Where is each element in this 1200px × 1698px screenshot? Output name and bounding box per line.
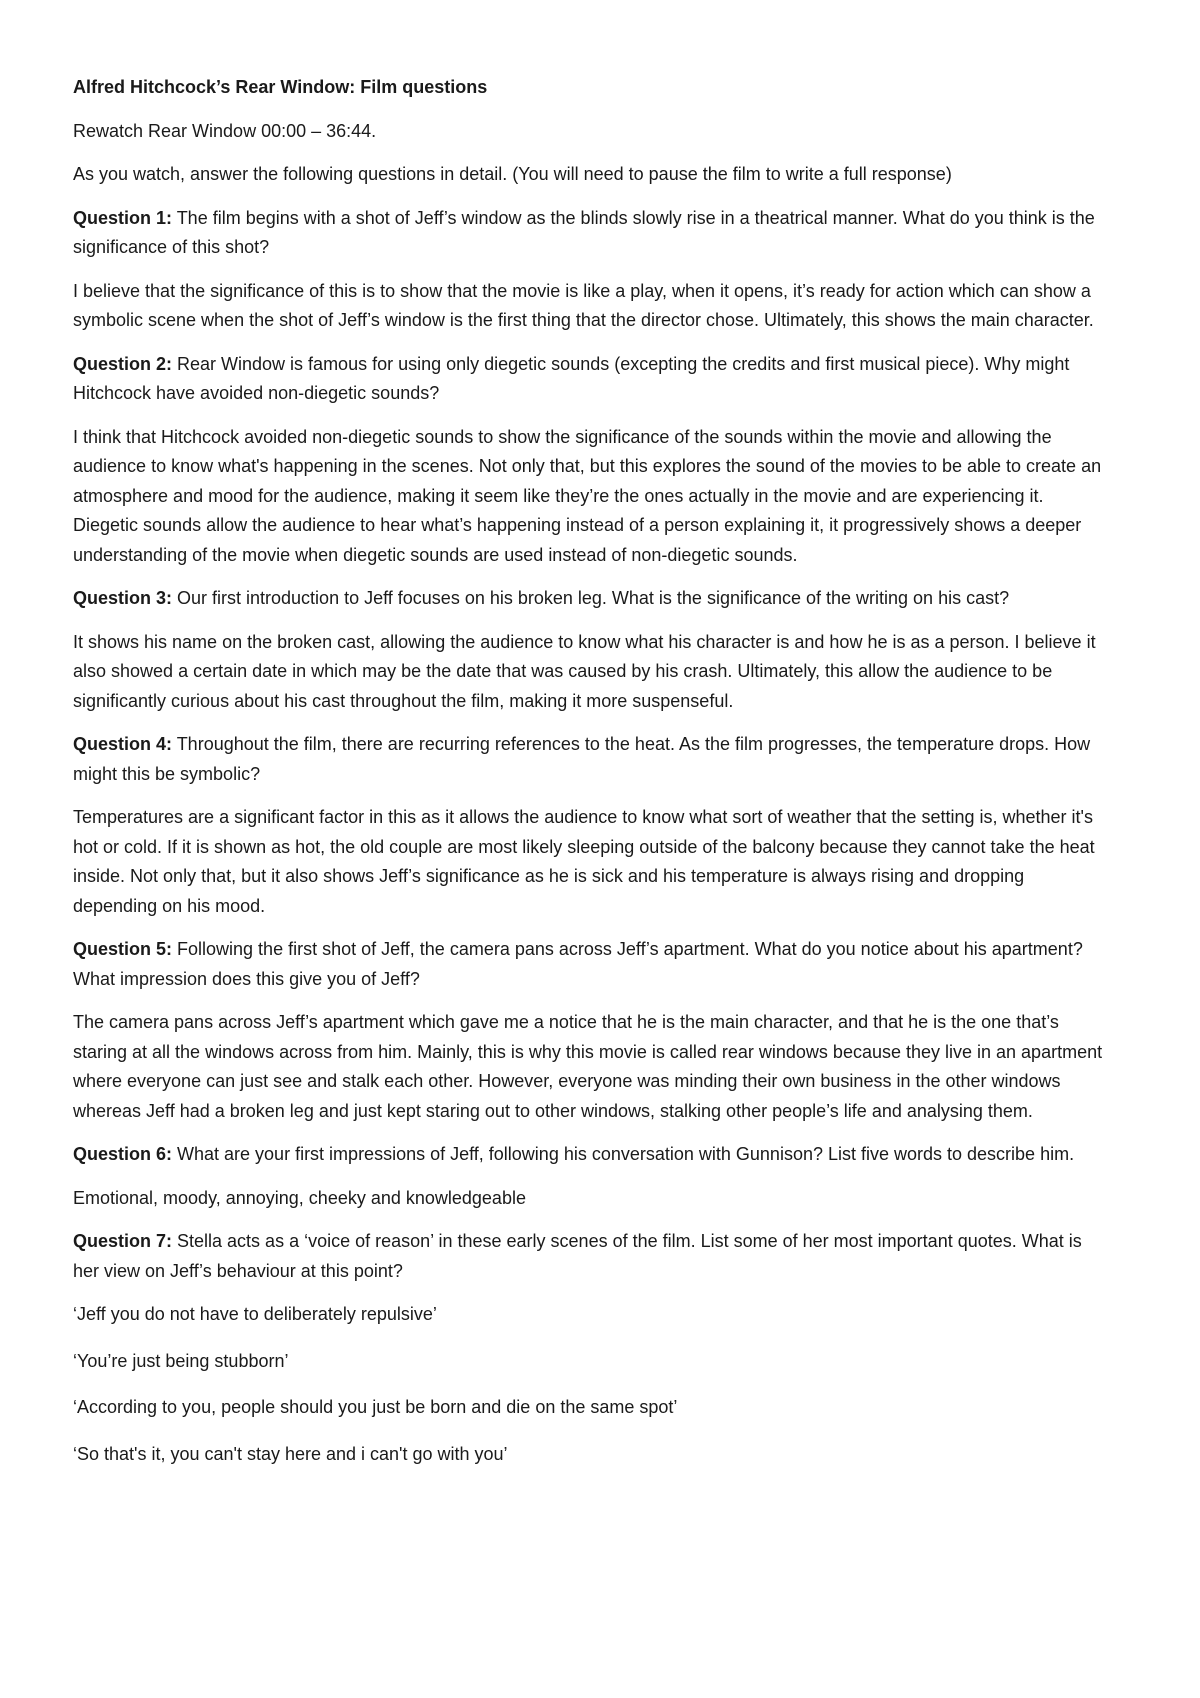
question-4-label: Question 4: bbox=[73, 734, 173, 754]
stella-quote-3: ‘According to you, people should you just be born and die on the same spot’ bbox=[73, 1397, 678, 1417]
answer-6: Emotional, moody, annoying, cheeky and knowledgeable bbox=[73, 1187, 526, 1208]
question-6-label: Question 6: bbox=[73, 1144, 173, 1164]
question-6 bbox=[73, 1140, 1112, 1170]
question-2 bbox=[73, 350, 1112, 409]
question-3 bbox=[73, 584, 1112, 614]
answer-2: I think that Hitchcock avoided non-diegetic sounds to show the significance of the sounds within the movie and allowing the audience to know what's happening in the scenes. Not only that, but this explores the sound of the movies to be able to create an atmosphere and mood for the audience, making it seem like they’re the ones actually in the movie and are experiencing it. Diegetic sounds allow the audience to hear what’s happening instead of a person explaining it, it progressively shows a deeper understanding of the movie when diegetic sounds are used instead of non-diegetic sounds. bbox=[73, 426, 1102, 565]
rewatch-instruction: Rewatch Rear Window 00:00 – 36:44. bbox=[73, 120, 377, 141]
stella-quote-4: ‘So that's it, you can't stay here and i can't go with you’ bbox=[73, 1443, 508, 1464]
question-2-text: Rear Window is famous for using only diegetic sounds (excepting the credits and first musical piece). Why might Hitchcock have avoided non-diegetic sounds? bbox=[73, 353, 1070, 403]
question-5-label: Question 5: bbox=[73, 939, 173, 959]
question-3-text: Our first introduction to Jeff focuses on his broken leg. What is the significance of the writing on his cast? bbox=[172, 588, 1010, 608]
answer-3: It shows his name on the broken cast, allowing the audience to know what his character is and how he is as a person. I believe it also showed a certain date in which may be the date that was caused by his crash. Ultimately, this allow the audience to be significantly curious about his cast throughout the film, making it more suspenseful. bbox=[73, 631, 1096, 711]
question-5-text: Following the first shot of Jeff, the camera pans across Jeff’s apartment. What do you notice about his apartment? What impression does this give you of Jeff? bbox=[73, 939, 1083, 989]
question-6-text: What are your first impressions of Jeff, following his conversation with Gunnison? List five words to describe him. bbox=[172, 1144, 1075, 1164]
question-7-label: Question 7: bbox=[73, 1231, 173, 1251]
answer-5: The camera pans across Jeff’s apartment which gave me a notice that he is the main character, and that he is the one that’s staring at all the windows across from him. Mainly, this is why this movie is called rear windows because they live in an apartment where everyone can just see and stalk each other. However, everyone was minding their own business in the other windows whereas Jeff had a broken leg and just kept staring out to other windows, stalking other people’s life and analysing them. bbox=[73, 1012, 1103, 1121]
question-4-text: Throughout the film, there are recurring references to the heat. As the film progresses, the temperature drops. How might this be symbolic? bbox=[73, 734, 1091, 784]
question-4 bbox=[73, 730, 1112, 789]
question-1-text: The film begins with a shot of Jeff’s window as the blinds slowly rise in a theatrical manner. What do you think is the significance of this shot? bbox=[73, 207, 1095, 257]
answer-4: Temperatures are a significant factor in this as it allows the audience to know what sort of weather that the setting is, whether it's hot or cold. If it is shown as hot, the old couple are most likely sleeping outside of the balcony because they cannot take the heat inside. Not only that, but it also shows Jeff’s significance as he is sick and his temperature is always rising and dropping depending on his mood. bbox=[73, 807, 1095, 916]
question-7 bbox=[73, 1227, 1112, 1286]
answer-1: I believe that the significance of this is to show that the movie is like a play, when it opens, it’s ready for action which can show a symbolic scene when the shot of Jeff’s window is the first thing that the director chose. Ultimately, this shows the main character. bbox=[73, 280, 1094, 330]
question-5 bbox=[73, 935, 1112, 994]
question-1 bbox=[73, 204, 1112, 263]
document-title: Alfred Hitchcock’s Rear Window: Film questions bbox=[73, 77, 488, 97]
question-7-text: Stella acts as a ‘voice of reason’ in these early scenes of the film. List some of her most important quotes. What is her view on Jeff’s behaviour at this point? bbox=[73, 1231, 1082, 1281]
question-1-label: Question 1: bbox=[73, 207, 173, 228]
general-instructions: As you watch, answer the following questions in detail. (You will need to pause the film to write a full response) bbox=[73, 164, 952, 184]
stella-quote-1: ‘Jeff you do not have to deliberately repulsive’ bbox=[73, 1304, 437, 1324]
stella-quote-2: ‘You’re just being stubborn’ bbox=[73, 1350, 289, 1371]
question-3-label: Question 3: bbox=[73, 588, 173, 608]
question-2-label: Question 2: bbox=[73, 353, 173, 374]
